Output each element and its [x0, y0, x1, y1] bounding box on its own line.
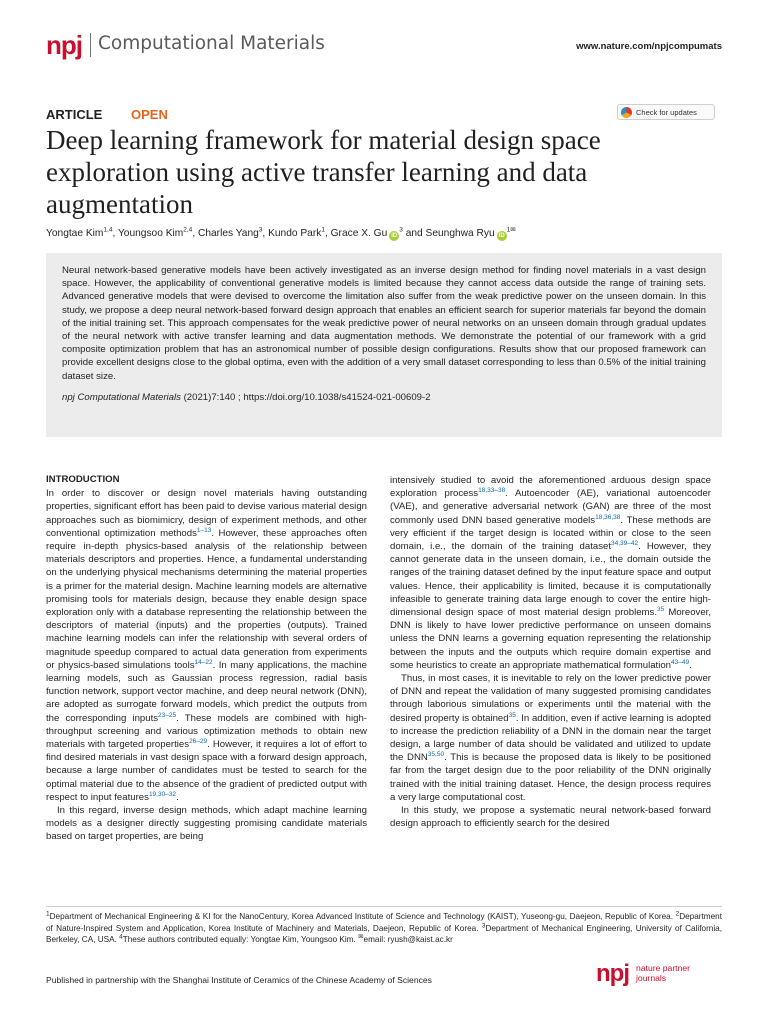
- body-column-right: [390, 474, 711, 830]
- citation-journal: npj Computational Materials: [62, 391, 181, 403]
- text-run: . These models are combined with high-throughput screening and various optimization methods to obtain new materials with targeted properties: [46, 712, 367, 751]
- npj-bottom-logo: npj: [596, 960, 629, 987]
- text-run: . In many applications, the machine learning models, such as Gaussian process regression, radial basis function network, support vector machine, and deep neural network (DNN), are adopted as surrogate forward models, which predict the outputs from the corresponding inputs: [46, 659, 367, 724]
- author-separator: ,: [324, 228, 331, 239]
- partnership-note: Published in partnership with the Shanghai Institute of Ceramics of the Chinese Academy of Sciences: [46, 975, 432, 985]
- author-affiliation-marker: 3: [399, 226, 403, 234]
- header-divider: [90, 33, 91, 57]
- author-separator: ,: [262, 228, 269, 239]
- body-paragraph: [46, 487, 367, 804]
- reference-link[interactable]: 23–25: [158, 711, 177, 719]
- text-run: These authors contributed equally: Yongtae Kim, Youngsoo Kim.: [122, 935, 359, 944]
- reference-link[interactable]: 26–29: [189, 737, 208, 745]
- nature-partner-journals-text: [636, 964, 690, 983]
- check-for-updates-button[interactable]: [617, 104, 715, 120]
- author-name[interactable]: Yongtae Kim: [46, 228, 104, 239]
- body-paragraph: [46, 804, 367, 844]
- text-run: .: [176, 791, 179, 803]
- journal-url-link[interactable]: www.nature.com/npjcompumats: [576, 41, 722, 52]
- body-column-left: [46, 473, 367, 844]
- author-name[interactable]: Seunghwa Ryu: [425, 228, 495, 239]
- text-run: . This is because the proposed data is likely to be positioned far from the target design due to the poor reliability of the DNN originally trained with the initial training dataset. Hence, the design process requires a very large computational cost.: [390, 752, 711, 803]
- text-run: . In addition, even if active learning is adopted to increase the prediction reliability of a DNN in the domain near the target design, a large number of data should be validated and utilized to update the DNN: [390, 712, 711, 764]
- text-run: intensively studied to avoid the aforementioned arduous design space exploration process: [390, 475, 711, 500]
- affiliation-marker: ✉: [358, 933, 364, 941]
- email-icon[interactable]: ✉: [510, 226, 516, 234]
- author-separator: and: [402, 228, 426, 239]
- text-run: . However, these approaches often require in-depth physics-based analysis of the relationship between materials descriptors and properties. Hence, a fundamental understanding on the underlying physical mechanisms determining the material properties is a primer for the material design. Machine learning models are alternative promising tools for materials design, because they enable design space exploration only with a database representing the relationship between the descriptors of material (inputs) and the properties (outputs). Trained machine learning models can infer the relationship with several orders of magnitude speedup compared to actual data generation from experiments or physics-based simulations tools: [46, 527, 367, 671]
- text-run: Department of Mechanical Engineering & KI for the NanoCentury, Korea Advanced Institute of Science and Technology (KAIST), Yuseong-gu, Daejeon, Republic of Korea.: [49, 912, 676, 921]
- article-title: Deep learning framework for material design space exploration using active transfer learning and data augmentation: [46, 125, 601, 219]
- affiliation-marker: 2: [675, 910, 680, 918]
- author-affiliation-marker: 1: [321, 226, 325, 234]
- author-affiliation-marker: 1: [506, 226, 511, 234]
- abstract-box: [46, 253, 722, 437]
- reference-link[interactable]: 18,36,38: [595, 513, 621, 521]
- orcid-icon[interactable]: iD: [391, 233, 398, 239]
- text-run: Thus, in most cases, it is inevitable to rely on the lower predictive power of DNN and repeat the validation of many suggested promising candidates through laborious simulations or experiments until the material with the desired property is obtained: [390, 673, 711, 724]
- text-run: . Autoencoder (AE), variational autoencoder (VAE), and generative adversarial network (GAN) are three of the most commonly used DNN based generative models: [390, 488, 711, 526]
- author-list: [46, 228, 726, 241]
- abstract-text: Neural network-based generative models have been actively investigated as an inverse design method for finding novel materials in a vast design space. However, the applicability of conventional generative models is limited because they cannot access data outside the range of training sets. Advanced generative models that were devised to overcome the limitation also suffer from the weak predictive power on the unseen domain. In this study, we propose a deep neural network-based forward design approach that enables an efficient search for superior materials far beyond the domain of the initial training set. This approach compensates for the weak predictive power of neural networks on an unseen domain through gradual updates of the neural network with active transfer learning and data augmentation methods. We demonstrate the potential of our framework with a grid composite optimization problem that has an astronomical number of possible design configurations. Results show that our proposed framework can provide excellent designs close to the global optima, even with the addition of a very small dataset corresponding to less than 0.5% of the initial training dataset size.: [62, 265, 706, 382]
- author-name[interactable]: Grace X. Gu: [330, 228, 388, 239]
- citation-details[interactable]: (2021)7:140 ; https://doi.org/10.1038/s41524-021-00609-2: [180, 391, 431, 403]
- reference-link[interactable]: 35: [508, 711, 516, 719]
- text-run: In this regard, inverse design methods, which adapt machine learning models as a designer directly suggesting promising candidate materials based on target properties, are being: [46, 805, 367, 843]
- article-type-label: ARTICLE: [46, 107, 103, 122]
- author-name[interactable]: Youngsoo Kim: [117, 228, 184, 239]
- reference-link[interactable]: 43–49: [671, 658, 690, 666]
- text-run: . However, it requires a lot of effort to find desired materials in vast design space with a forward design approach, because a large number of candidates must be tested to search for the optimal material due to the absence of the gradient of predicted output with respect to input features: [46, 739, 367, 803]
- text-run: In order to discover or design novel materials having outstanding properties, significant effort has been paid to devise various material design approaches such as biomimicry, design of experiment methods, and other conventional optimization methods: [46, 488, 367, 539]
- author-separator: ,: [192, 228, 198, 239]
- author-name[interactable]: Kundo Park: [268, 228, 322, 239]
- body-paragraph-continued: [390, 474, 711, 672]
- reference-link[interactable]: 18,33–38: [478, 487, 506, 495]
- journal-header: [46, 30, 722, 62]
- text-run: email: ryush@kaist.ac.kr: [363, 935, 453, 944]
- crossmark-icon: [621, 107, 632, 118]
- reference-link[interactable]: 14–22: [194, 658, 213, 666]
- author-affiliation-marker: 2,4: [183, 226, 193, 234]
- reference-link[interactable]: 35: [657, 605, 665, 613]
- reference-link[interactable]: 34,39–42: [611, 539, 639, 547]
- section-heading-introduction: INTRODUCTION: [46, 474, 120, 485]
- text-run: . These methods are very efficient if the target design is located within or close to the seen domain, i.e., the domain of the training dataset: [390, 514, 711, 553]
- author-name[interactable]: Charles Yang: [197, 228, 259, 239]
- body-paragraph: [390, 672, 711, 804]
- journal-name: Computational Materials: [98, 33, 325, 54]
- reference-link[interactable]: 1–13: [196, 526, 212, 534]
- text-run: . However, they cannot generate data in the unseen domain, i.e., the domain outside the ranges of the training dataset defined by the input feature space and output values. Hence, their applicability is limited, because it is computationally infeasible to generate training data large enough to cover the entire high-dimensional design space of most material design problems.: [390, 541, 712, 619]
- footnote-divider: [46, 906, 722, 907]
- affiliation-marker: 3: [481, 921, 486, 929]
- reference-link[interactable]: 19,30–32: [148, 790, 177, 798]
- author-affiliation-marker: 3: [258, 226, 263, 234]
- affiliation-marker: 1: [46, 910, 50, 918]
- body-paragraph: [390, 804, 711, 830]
- author-affiliation-marker: 1,4: [103, 226, 113, 234]
- affiliation-marker: 4: [119, 933, 123, 941]
- citation-line: [62, 391, 706, 404]
- text-run: In this study, we propose a systematic neural network-based forward design approach to efficiently search for the desired: [390, 805, 711, 830]
- text-run: Department of Nature-Inspired System and Application, Korea Institute of Machinery and Materials, Daejeon, Republic of Korea.: [46, 912, 722, 933]
- reference-link[interactable]: 35,50: [427, 751, 445, 759]
- affiliations-footnote: [46, 911, 722, 946]
- orcid-icon[interactable]: iD: [498, 233, 505, 239]
- npj-logo[interactable]: npj: [46, 30, 82, 60]
- author-separator: ,: [112, 228, 118, 239]
- text-run: Moreover, DNN is likely to have lower predictive performance on unseen domains unless the DNN learns a governing equation representing the relationship between the inputs and the outputs which require domain expertise and some heuristics to create an appropriate mathematical formulation: [390, 607, 711, 671]
- open-access-label: OPEN: [131, 107, 168, 122]
- text-run: Department of Mechanical Engineering, University of California, Berkeley, CA, USA.: [46, 923, 723, 944]
- partner-line-2: journals: [636, 972, 667, 983]
- partner-line-1: nature partner: [636, 963, 690, 973]
- npj-partner-logo[interactable]: [596, 960, 722, 992]
- check-for-updates-label: Check for updates: [636, 107, 697, 117]
- text-run: .: [689, 659, 692, 671]
